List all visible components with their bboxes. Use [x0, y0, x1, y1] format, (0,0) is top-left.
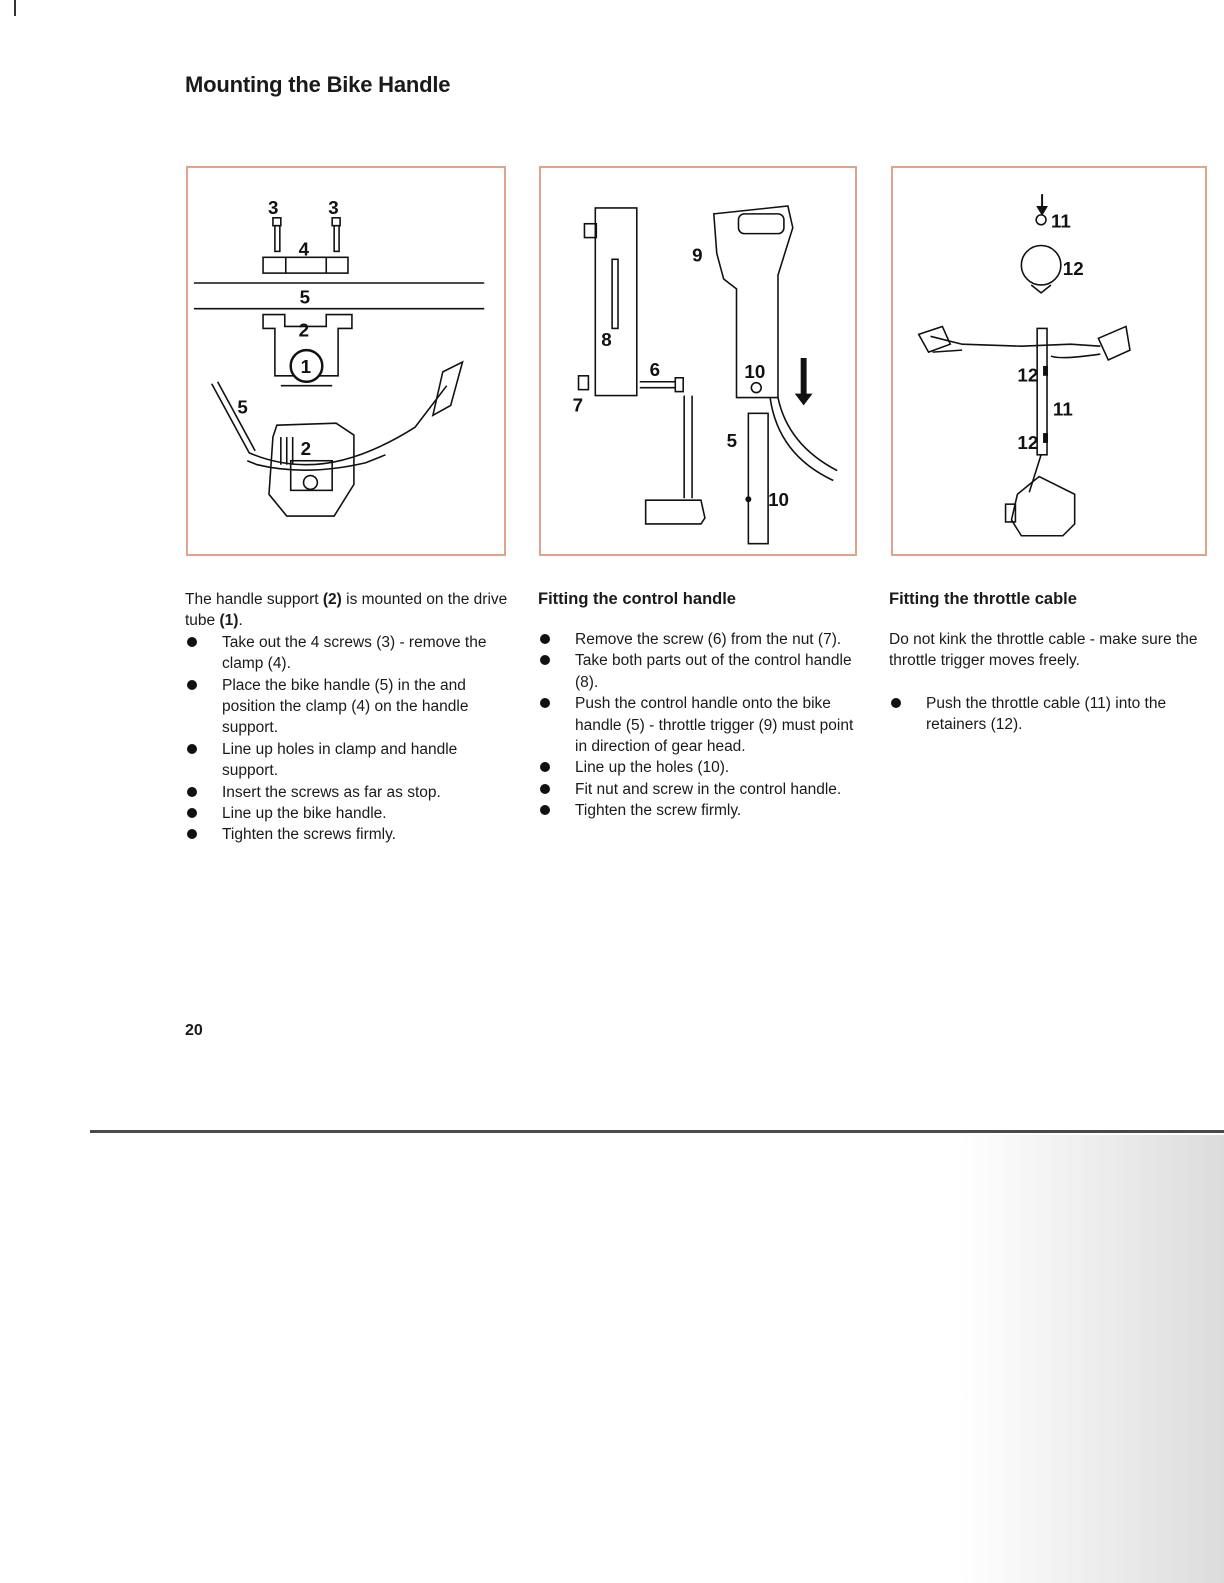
figure-throttle-cable: [891, 166, 1207, 556]
label-clamp: 4: [298, 238, 310, 260]
step-item: Insert the screws as far as stop.: [185, 782, 515, 803]
label-part-12-low: 12: [1017, 431, 1039, 453]
step-item: Push the control handle onto the bike handle (5) - throttle trigger (9) must point in direction of gear head.: [538, 693, 868, 757]
bullet-dot-icon: [745, 496, 751, 502]
step-list: [889, 693, 1199, 736]
label-part-9: 9: [692, 244, 703, 266]
label-handle-side: 5: [237, 396, 248, 418]
step-item: Line up the bike handle.: [185, 803, 515, 824]
figure-handle-support: [186, 166, 506, 556]
column-handle-support: [185, 589, 515, 846]
step-item: Line up the holes (10).: [538, 757, 868, 778]
label-part-11-top: 11: [1050, 210, 1071, 232]
label-part-6: 6: [649, 358, 661, 380]
label-drive-tube: 1: [300, 355, 312, 377]
down-arrow-icon: [1036, 194, 1048, 216]
step-list: [185, 632, 515, 846]
note-paragraph: Do not kink the throttle cable - make sure the throttle trigger moves freely.: [889, 631, 1198, 670]
label-part-12-top: 12: [1062, 258, 1084, 280]
label-part-12-mid: 12: [1017, 364, 1039, 386]
step-list: [538, 629, 868, 822]
step-item: Push the throttle cable (11) into the retainers (12).: [889, 693, 1199, 736]
step-item: Take out the 4 screws (3) - remove the clamp (4).: [185, 632, 515, 675]
direction-arrow-icon: [795, 358, 813, 405]
intro-paragraph: The handle support (2) is mounted on the drive tube (1).: [185, 591, 508, 630]
page-shadow: [960, 1135, 1224, 1583]
label-part-11-mid: 11: [1052, 398, 1073, 420]
label-support-lower: 2: [300, 437, 312, 459]
step-item: Tighten the screw firmly.: [538, 800, 868, 821]
label-handle: 5: [299, 286, 311, 308]
label-part-8: 8: [601, 329, 612, 351]
page-edge-rule: [90, 1130, 1224, 1133]
step-item: Line up holes in clamp and handle support.: [185, 739, 515, 782]
label-support: 2: [298, 319, 310, 341]
page-number: 20: [185, 1022, 203, 1039]
step-item: Place the bike handle (5) in the and position the clamp (4) on the handle support.: [185, 675, 515, 739]
step-item: Fit nut and screw in the control handle.: [538, 779, 868, 800]
label-screw-left: 3: [267, 196, 279, 218]
scan-mark: [14, 0, 16, 16]
label-part-7: 7: [572, 394, 584, 416]
control-handle-illustration: [541, 168, 855, 554]
section-heading: Fitting the control handle: [538, 590, 736, 608]
label-part-5: 5: [726, 429, 738, 451]
column-throttle-cable: [889, 589, 1199, 736]
label-part-10-top: 10: [744, 360, 766, 382]
step-item: Take both parts out of the control handle (8).: [538, 650, 868, 693]
page-title: Mounting the Bike Handle: [185, 72, 451, 97]
label-part-10-bottom: 10: [768, 489, 789, 511]
handle-support-illustration: [188, 168, 504, 554]
step-item: Remove the screw (6) from the nut (7).: [538, 629, 868, 650]
step-item: Tighten the screws firmly.: [185, 824, 515, 845]
figure-control-handle: [539, 166, 857, 556]
label-screw-right: 3: [328, 196, 339, 218]
throttle-cable-illustration: [893, 168, 1205, 554]
column-control-handle: [538, 589, 868, 822]
section-heading: Fitting the throttle cable: [889, 590, 1077, 608]
